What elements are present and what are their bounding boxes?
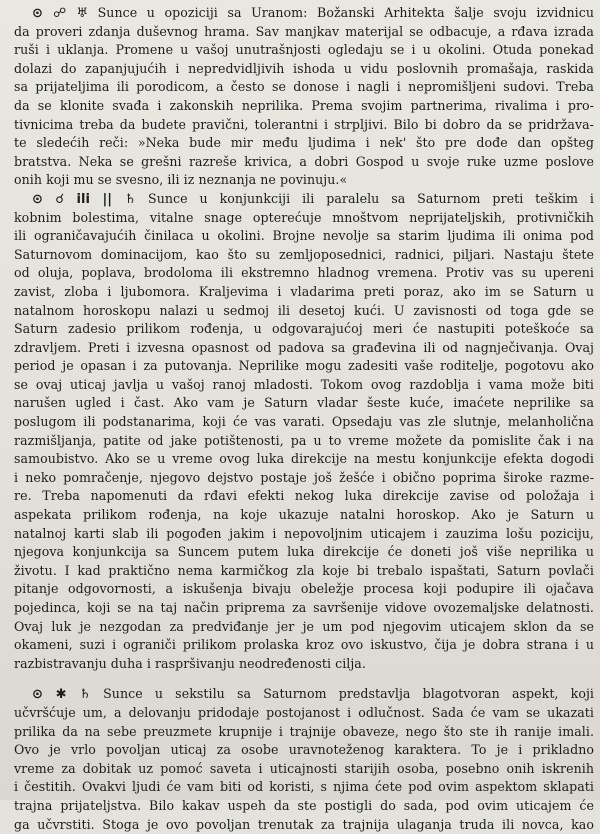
text-line: od oluja, poplava, brodoloma ili ekstremno hladnog vremena. Protiv vas su upereni bbox=[14, 265, 594, 281]
text-line: period je opasan i za putovanja. Neprilike mogu zadesiti vaše roditelje, pogotovu ako bbox=[14, 358, 594, 374]
aspect-symbols: ⊙ ✱ ♄ bbox=[32, 687, 91, 703]
text-line: pojedinca, koji se na taj način priprema za savršenije vidove ovozemaljske delatnosti. bbox=[14, 600, 594, 615]
text-line: natalnoj karti slab ili pogođen jakim i nepovoljnim uticajem i zauzima lošu poziciju, bbox=[14, 525, 594, 541]
text-line: onih koji mu se svesno, ili iz neznanja ne povinuju.« bbox=[14, 172, 348, 188]
text-line: samoubistvo. Ako se u vreme ovog luka direkcije na mestu konjunkcije efekta dogodi bbox=[14, 451, 594, 467]
text-line: Ovaj luk je nezgodan za predviđanje jer je um pod njegovim uticajem sklon da se bbox=[14, 618, 594, 634]
text-line: sa prijateljima ili porodicom, a često se donose i nagli i nepromišljeni sudovi. Treba bbox=[14, 79, 594, 95]
text-line: vreme za dobitak uz pomoć saveta i uticajnosti starijih osoba, posebno onih iskrenih bbox=[14, 760, 594, 776]
text-line: aspekata prilikom rođenja, na koje ukazuje natalni horoskop. Ako je Saturn u bbox=[14, 507, 594, 523]
text-line: te sledećih reči: »Neka bude mir među ljudima i nek' što pre dođe dan opšteg bbox=[14, 135, 594, 151]
text-line: Saturn zadesio prilikom rođenja, u odgovarajućoj meri će nastupiti poteškoće sa bbox=[14, 321, 594, 337]
text-line: ga učvrstiti. Stoga je ovo povoljan trenutak za trajnija ulaganja truda ili novca, kao bbox=[14, 816, 594, 832]
text-column bbox=[14, 4, 594, 834]
text-line: kobnim bolestima, vitalne snage opterećuje mnoštvom neprijateljskih, protivničkih bbox=[14, 209, 594, 225]
paragraph-gap bbox=[14, 673, 594, 685]
text-line: životu. I kad praktično nema karmičkog zla koje bi trebalo ispaštati, Saturn povlači bbox=[14, 562, 594, 578]
text-line: bratstva. Neka se grešni razreše krivica, a dobri Gospod u svoje ruke uzme poslove bbox=[14, 153, 594, 169]
text-line: da se klonite svađa i zakonskih neprilika. Prema svojim partnerima, rivalima i pro- bbox=[14, 97, 594, 113]
text-line: poslugom ili podstanarima, koji će vas varati. Opsedaju vas zle slutnje, melanholična bbox=[14, 414, 594, 430]
text-line: natalnom horoskopu nalazi u sedmoj ili desetoj kući. U zavisnosti od toga gde se bbox=[14, 302, 594, 318]
text-line: zdravljem. Preti i izvesna opasnost od padova sa građevina ili od nagnječivanja. Ovaj bbox=[14, 339, 594, 355]
text-line: prilika da na sebe preuzmete krupnije i trajnije obaveze, nego što ste ih ranije imali. bbox=[14, 723, 594, 739]
text-line: ⊙ ☌ ili || ♄ Sunce u konjunkciji ili paralelu sa Saturnom preti teškim i bbox=[32, 190, 594, 207]
aspect-symbols: ⊙ ☍ ♅ bbox=[32, 6, 89, 21]
text-line: re. Treba napomenuti da rđavi efekti nekog luka direkcije zavise od položaja i bbox=[14, 488, 594, 504]
text-line: Ovo je vrlo povoljan uticaj za osobe uravnoteženog karaktera. To je i prikladno bbox=[14, 742, 594, 758]
text-line: učvršćuje um, a delovanju pridodaje postojanost i odlučnost. Sada će vam se ukazati bbox=[14, 704, 594, 720]
text-line: i čestitih. Ovakvi ljudi će vam biti od koristi, s njima ćete pod ovim aspektom sklapati bbox=[14, 779, 594, 795]
paragraph-sun-sextile-saturn bbox=[14, 685, 594, 834]
text-line: dolazi do zapanjujućih i nepredvidljivih ishoda u vidu poslovnih promašaja, raskida bbox=[14, 60, 594, 76]
text-line: se ovaj uticaj javlja u vašoj ranoj mladosti. Tokom ovog razdoblja i vama može biti bbox=[14, 376, 594, 392]
text-line: okameni, suzi i ograniči prilikom prolaska kroz ovo iskustvo, čija je dobra strana i u bbox=[14, 637, 594, 653]
aspect-symbols: ⊙ ☌ ili || ♄ bbox=[32, 191, 137, 207]
text-line: ruši i uklanja. Promene u vašoj unutrašnjosti ogledaju se i u okolini. Otuda ponekad bbox=[14, 42, 594, 58]
paragraph-sun-conjunction-saturn bbox=[14, 190, 594, 673]
text-line: ⊙ ✱ ♄ Sunce u sekstilu sa Saturnom predstavlja blagotvoran aspekt, koji bbox=[32, 686, 594, 703]
text-line: njegova konjunkcija sa Suncem putem luka direkcije će doneti još više neprilika u bbox=[14, 544, 594, 560]
text-line: ⊙ ☍ ♅ Sunce u opoziciji sa Uranom: Božanski Arhitekta šalje svoju izvidnicu bbox=[32, 5, 594, 21]
text-line: Saturnovom dominacijom, kao što su zemljoposednici, radnici, piljari. Nastaju štete bbox=[14, 246, 594, 262]
text-line: pitanje odgovornosti, a iskušenja bivaju obeležje procesa koji podupire ili ojačava bbox=[14, 581, 594, 597]
text-line: zavist, zloba i ljubomora. Kraljevima i vladarima preti poraz, ako im se Saturn u bbox=[14, 283, 594, 299]
text-line: trajna prijateljstva. Bilo kakav uspeh da ste postigli do sada, pod ovim uticajem će bbox=[14, 797, 594, 813]
text-line: i neko pomračenje, njegovo dejstvo postaje još žešće i obično poprima široke razme- bbox=[14, 469, 594, 485]
text-line: tivnicima treba da budete pravični, tolerantni i strpljivi. Bilo bi dobro da se pridržava- bbox=[14, 116, 594, 132]
text-line: ili ograničavajućih činilaca u okolini. Brojne nevolje sa starim ljudima ili onima pod bbox=[14, 228, 594, 244]
text-line: razmišljanja, patite od jake potištenosti, pa u to vreme možete da pomislite čak i na bbox=[14, 432, 594, 448]
paragraph-sun-opposition-uranus bbox=[14, 4, 594, 190]
text-line: da proveri zdanja duševnog hrama. Sav manjkav materijal se odbacuje, a rđava izrada bbox=[14, 23, 594, 39]
text-line: razbistravanju duha i raspršivanju neodređenosti cilja. bbox=[14, 655, 366, 671]
text-line: narušen ugled i čast. Ako vam je Saturn vladar šeste kuće, imaćete neprilike sa bbox=[14, 395, 594, 411]
